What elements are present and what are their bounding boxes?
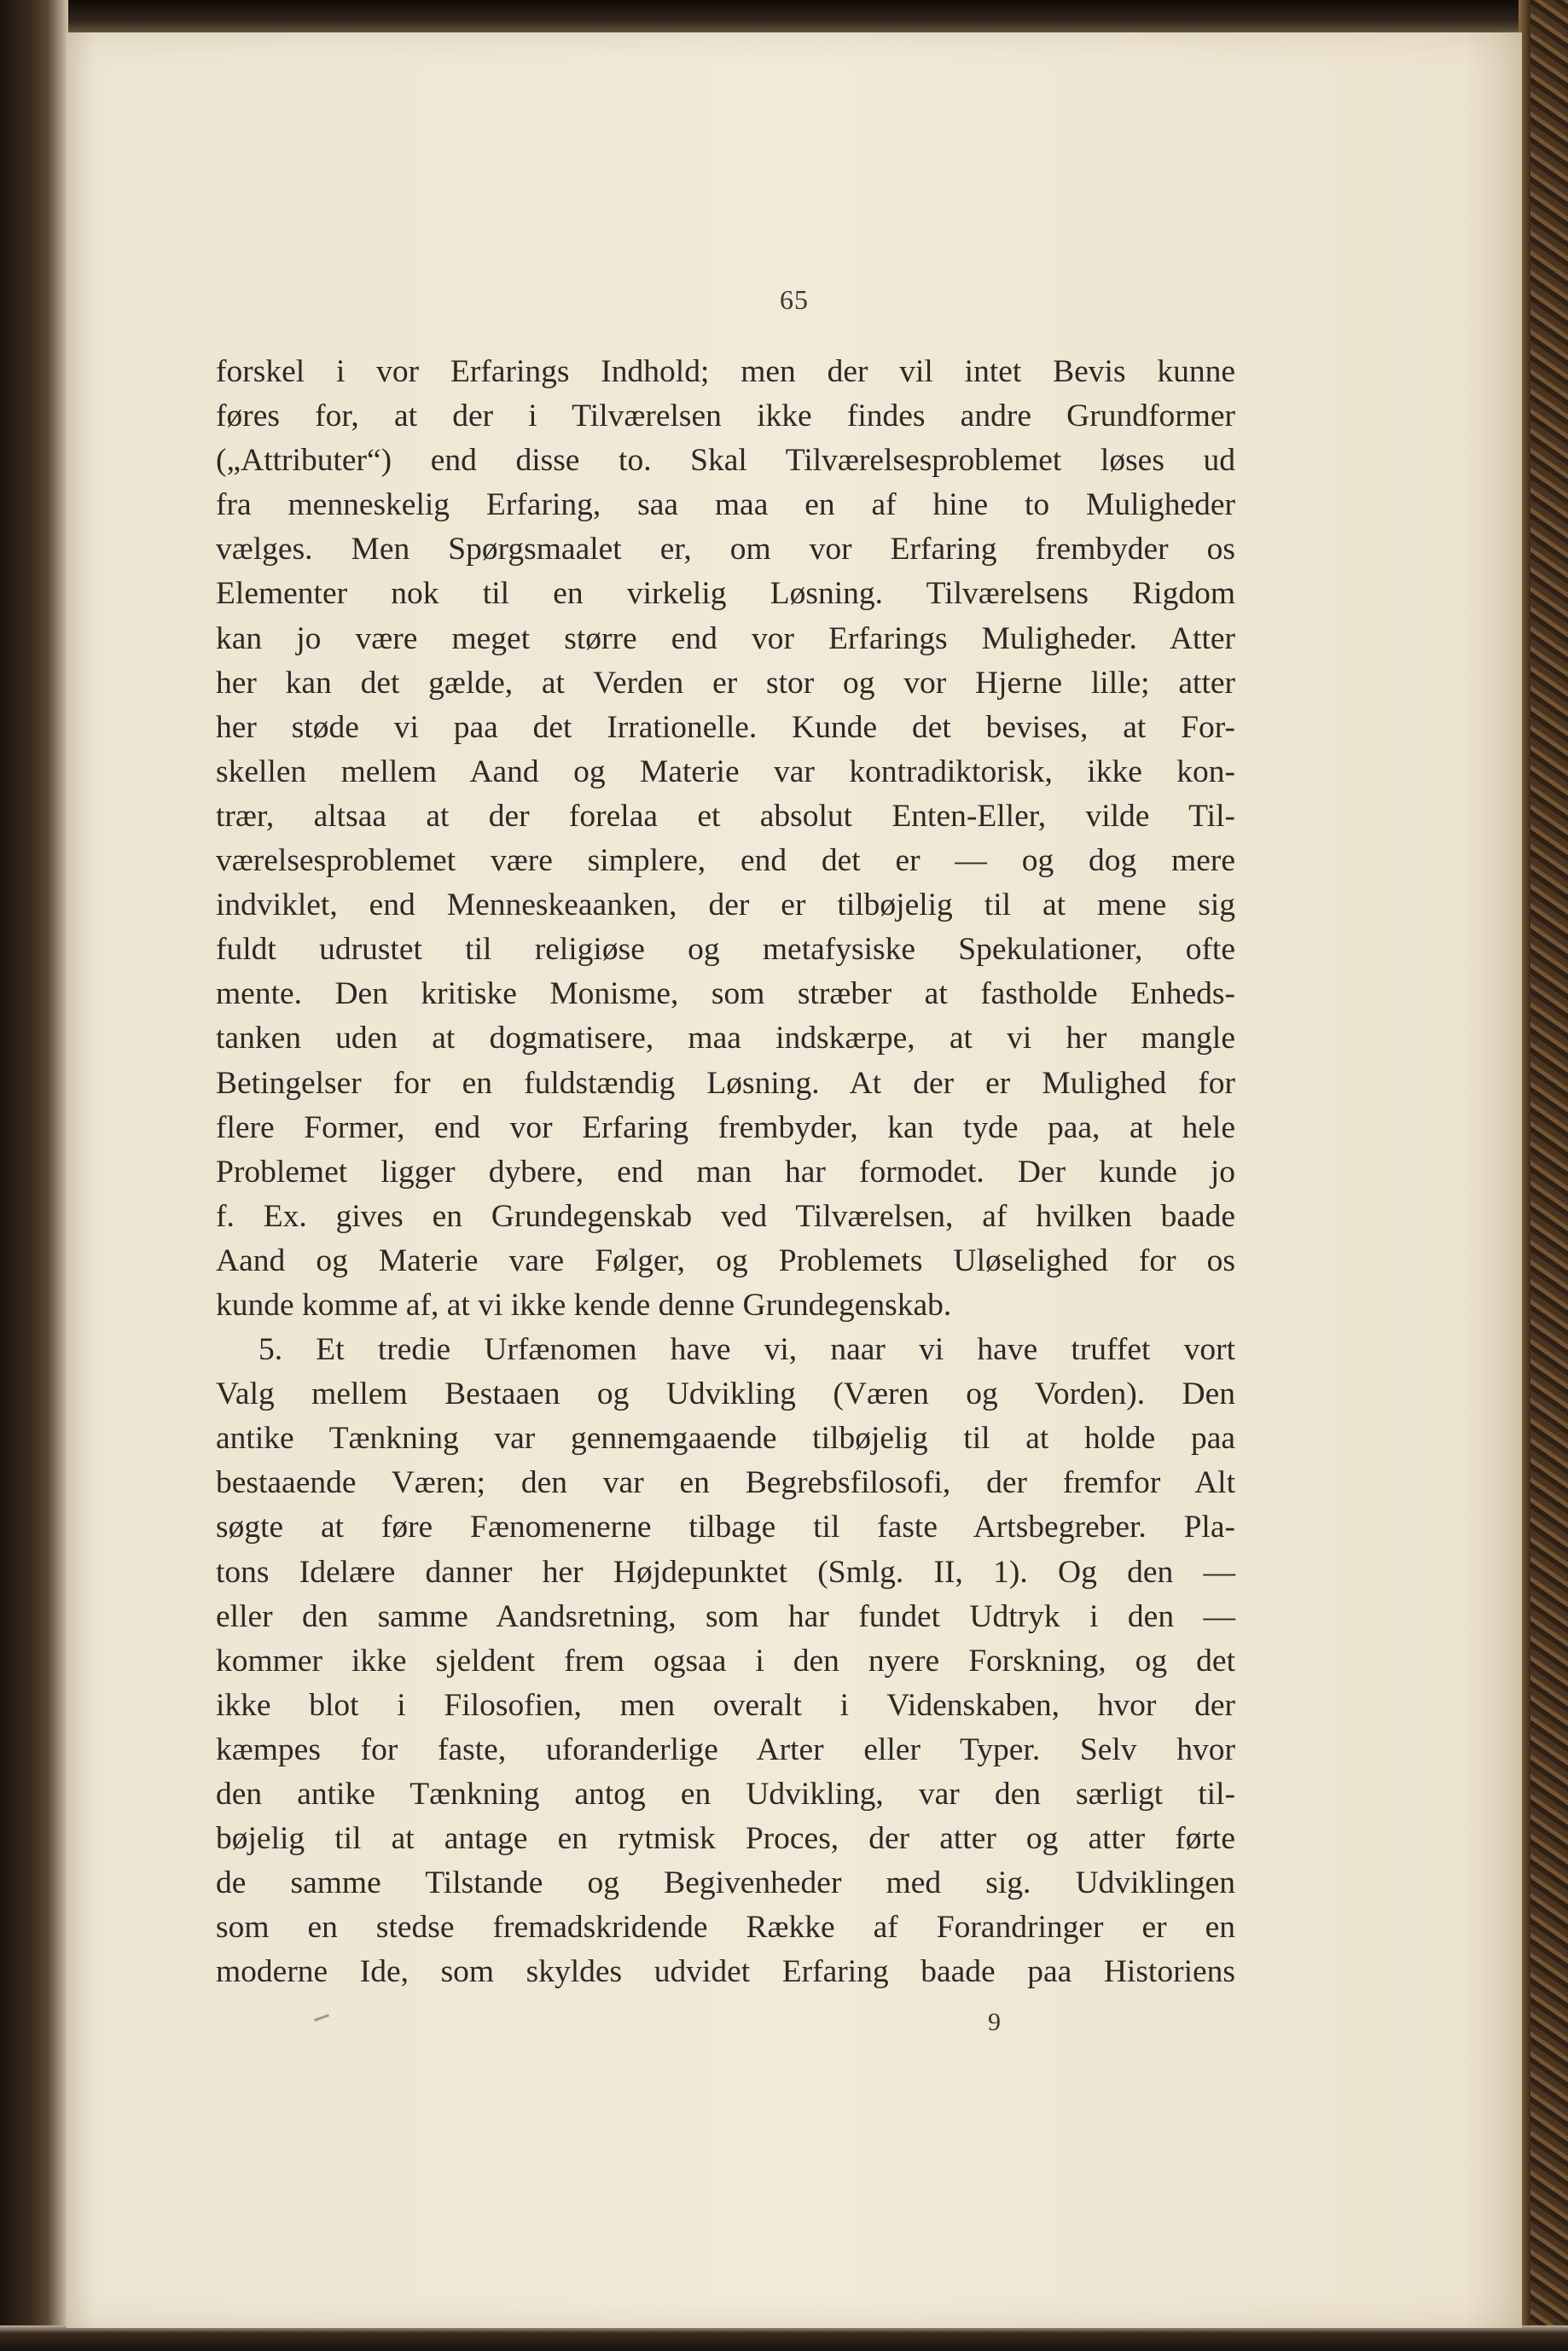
text-line: flere Former, end vor Erfaring frembyder, kan tyde paa, at hele xyxy=(216,1109,1235,1145)
text-line: indviklet, end Menneskeaanken, der er tilbøjelig til at mene sig xyxy=(216,887,1235,923)
text-line: forskel i vor Erfarings Indhold; men der vil intet Bevis kunne xyxy=(216,354,1235,389)
text-line: („Attributer“) end disse to. Skal Tilværelsesproblemet løses ud xyxy=(216,443,1235,479)
ink-mark xyxy=(314,2014,329,2022)
text-line: Betingelser for en fuldstændig Løsning. At der er Mulighed for xyxy=(216,1065,1235,1101)
text-line: moderne Ide, som skyldes udvidet Erfaring baade paa Historiens xyxy=(216,1954,1235,1990)
text-line: mente. Den kritiske Monisme, som stræber at fastholde Enheds- xyxy=(216,976,1235,1012)
signature-number: 9 xyxy=(988,2008,1001,2036)
text-line: den antike Tænkning antog en Udvikling, var den særligt til- xyxy=(216,1777,1235,1812)
text-line: f. Ex. gives en Grundegenskab ved Tilværelsen, af hvilken baade xyxy=(216,1198,1235,1234)
text-line: fra menneskelig Erfaring, saa maa en af hine to Muligheder xyxy=(216,487,1235,523)
text-line: de samme Tilstande og Begivenheder med sig. Udviklingen xyxy=(216,1865,1235,1901)
text-line: kommer ikke sjeldent frem ogsaa i den nyere Forskning, og det xyxy=(216,1643,1235,1679)
marbled-cover-edge xyxy=(1519,0,1568,2351)
text-line: kunde komme af, at vi ikke kende denne Grundegenskab. xyxy=(216,1287,952,1323)
text-line: antike Tænkning var gennemgaaende tilbøjelig til at holde paa xyxy=(216,1421,1235,1457)
text-line: her kan det gælde, at Verden er stor og vor Hjerne lille; atter xyxy=(216,665,1235,701)
text-line: bestaaende Væren; den var en Begrebsfilosofi, der fremfor Alt xyxy=(216,1465,1235,1501)
text-line: Aand og Materie vare Følger, og Problemets Uløselighed for os xyxy=(216,1242,1235,1278)
text-line: trær, altsaa at der forelaa et absolut Enten-Eller, vilde Til- xyxy=(216,798,1235,834)
top-edge xyxy=(0,0,1568,34)
body-text xyxy=(216,350,1235,1994)
text-line: skellen mellem Aand og Materie var kontradiktorisk, ikke kon- xyxy=(216,754,1235,789)
text-line: eller den samme Aandsretning, som har fundet Udtryk i den — xyxy=(216,1598,1235,1634)
text-line: vælges. Men Spørgsmaalet er, om vor Erfaring frembyder os xyxy=(216,532,1235,567)
text-line: som en stedse fremadskridende Række af Forandringer er en xyxy=(216,1910,1235,1946)
page-number: 65 xyxy=(780,284,809,315)
text-line: søgte at føre Fænomenerne tilbage til faste Artsbegreber. Pla- xyxy=(216,1510,1235,1545)
book-binding xyxy=(0,0,68,2351)
text-line: kan jo være meget større end vor Erfarings Muligheder. Atter xyxy=(216,620,1235,656)
text-line: værelsesproblemet være simplere, end det er — og dog mere xyxy=(216,843,1235,879)
text-line: tons Idelære danner her Højdepunktet (Smlg. II, 1). Og den — xyxy=(216,1554,1235,1590)
text-line: 5. Et tredie Urfænomen have vi, naar vi have truffet vort xyxy=(258,1332,1235,1368)
text-line: Elementer nok til en virkelig Løsning. Tilværelsens Rigdom xyxy=(216,576,1235,612)
bottom-edge xyxy=(0,2325,1568,2351)
book-page xyxy=(67,32,1522,2328)
text-line: tanken uden at dogmatisere, maa indskærpe, at vi her mangle xyxy=(216,1021,1235,1056)
text-line: her støde vi paa det Irrationelle. Kunde det bevises, at For- xyxy=(216,709,1235,745)
text-line: kæmpes for faste, uforanderlige Arter eller Typer. Selv hvor xyxy=(216,1731,1235,1767)
text-line: bøjelig til at antage en rytmisk Proces, der atter og atter førte xyxy=(216,1821,1235,1857)
text-line: ikke blot i Filosofien, men overalt i Videnskaben, hvor der xyxy=(216,1687,1235,1723)
text-line: Problemet ligger dybere, end man har formodet. Der kunde jo xyxy=(216,1154,1235,1190)
text-line: fuldt udrustet til religiøse og metafysiske Spekulationer, ofte xyxy=(216,932,1235,968)
text-line: føres for, at der i Tilværelsen ikke findes andre Grundformer xyxy=(216,399,1235,434)
text-line: Valg mellem Bestaaen og Udvikling (Væren og Vorden). Den xyxy=(216,1376,1235,1412)
